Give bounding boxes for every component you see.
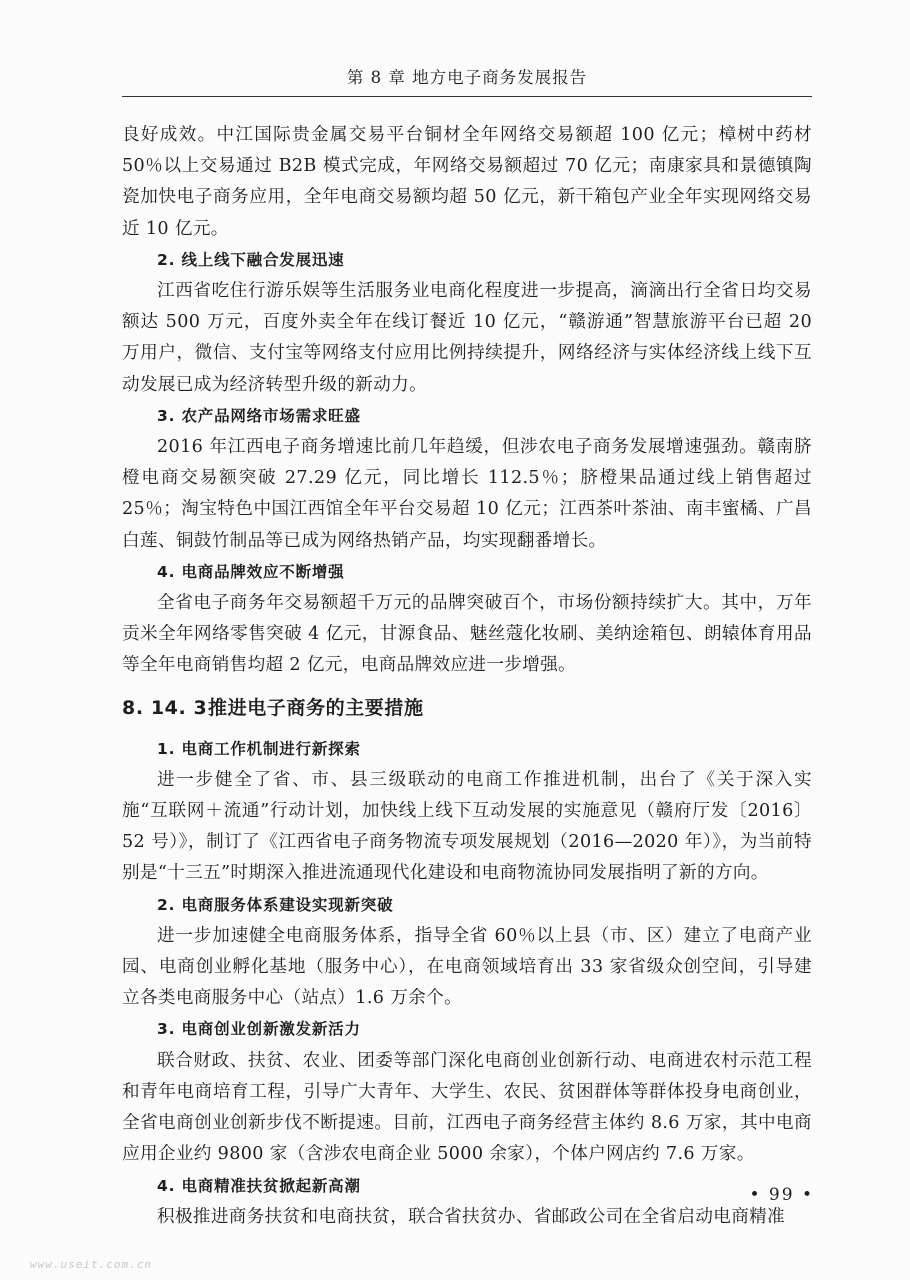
subsection-heading: 2. 线上线下融合发展迅速: [157, 250, 345, 269]
subsection-heading: 2. 电商服务体系建设实现新突破: [157, 895, 394, 914]
paragraph: 全省电子商务年交易额超千万元的品牌突破百个，市场份额持续扩大。其中，万年贡米全年网络零售突破 4 亿元，甘源食品、魅丝蔻化妆刷、美纳途箱包、朗辕体育用品等全年电商销售均超 2 亿元，电商品牌效应进一步增强。: [122, 593, 812, 676]
subsection-heading: 4. 电商精准扶贫掀起新高潮: [157, 1176, 361, 1195]
subsection-heading: 3. 农产品网络市场需求旺盛: [157, 406, 361, 425]
subsection-heading: 1. 电商工作机制进行新探索: [157, 739, 361, 758]
section-heading: [122, 682, 812, 734]
paragraph: 联合财政、扶贫、农业、团委等部门深化电商创业创新行动、电商进农村示范工程和青年电商培育工程，引导广大青年、大学生、农民、贫困群体等群体投身电商创业，全省电商创业创新步伐不断提速。目前，江西电子商务经营主体约 8.6 万家，其中电商应用企业约 9800 家（含涉农电商企业 5000 余家），个体户网店约 7.6 万家。: [122, 1050, 812, 1165]
subsection-heading: 4. 电商品牌效应不断增强: [157, 562, 345, 581]
header-rule: [122, 96, 812, 97]
watermark: www.useit.com.cn: [30, 1258, 152, 1271]
paragraph: 进一步健全了省、市、县三级联动的电商工作推进机制，出台了《关于深入实施“互联网＋流通”行动计划，加快线上线下互动发展的实施意见（赣府厅发〔2016〕52 号）》，制订了《江西省电子商务物流专项发展规划（2016—2020 年）》，为当前特别是“十三五”时期深入推进流通现代化建设和电商物流协同发展指明了新的方向。: [122, 769, 812, 884]
page-body: [122, 120, 812, 1233]
running-header: 第 8 章 地方电子商务发展报告: [346, 68, 588, 87]
page-number: • 99 •: [749, 1185, 814, 1205]
paragraph: 积极推进商务扶贫和电商扶贫，联合省扶贫办、省邮政公司在全省启动电商精准: [157, 1206, 786, 1227]
paragraph: 进一步加速健全电商服务体系，指导全省 60％以上县（市、区）建立了电商产业园、电商创业孵化基地（服务中心），在电商领域培育出 33 家省级众创空间，引导建立各类电商服务中心（站点）1.6 万余个。: [122, 925, 812, 1009]
paragraph: 江西省吃住行游乐娱等生活服务业电商化程度进一步提高，滴滴出行全省日均交易额达 500 万元，百度外卖全年在线订餐近 10 亿元，“赣游通”智慧旅游平台已超 20 万用户，微信、支付宝等网络支付应用比例持续提升，网络经济与实体经济线上线下互动发展已成为经济转型升级的新动力。: [122, 281, 812, 395]
section-title: 推进电子商务的主要措施: [208, 696, 424, 719]
subsection-heading: 3. 电商创业创新激发新活力: [157, 1020, 361, 1039]
paragraph: 良好成效。中江国际贵金属交易平台铜材全年网络交易额超 100 亿元；樟树中药材 50％以上交易通过 B2B 模式完成，年网络交易额超过 70 亿元；南康家具和景德镇陶瓷加快电子商务应用，全年电商交易额均超 50 亿元，新干箱包产业全年实现网络交易近 10 亿元。: [122, 125, 812, 239]
paragraph: 2016 年江西电子商务增速比前几年趋缓，但涉农电子商务发展增速强劲。赣南脐橙电商交易额突破 27.29 亿元，同比增长 112.5％；脐橙果品通过线上销售超过 25％；淘宝特色中国江西馆全年平台交易超 10 亿元；江西茶叶茶油、南丰蜜橘、广昌白莲、铜鼓竹制品等已成为网络热销产品，均实现翻番增长。: [122, 437, 812, 551]
section-number: 8. 14. 3: [122, 696, 208, 719]
